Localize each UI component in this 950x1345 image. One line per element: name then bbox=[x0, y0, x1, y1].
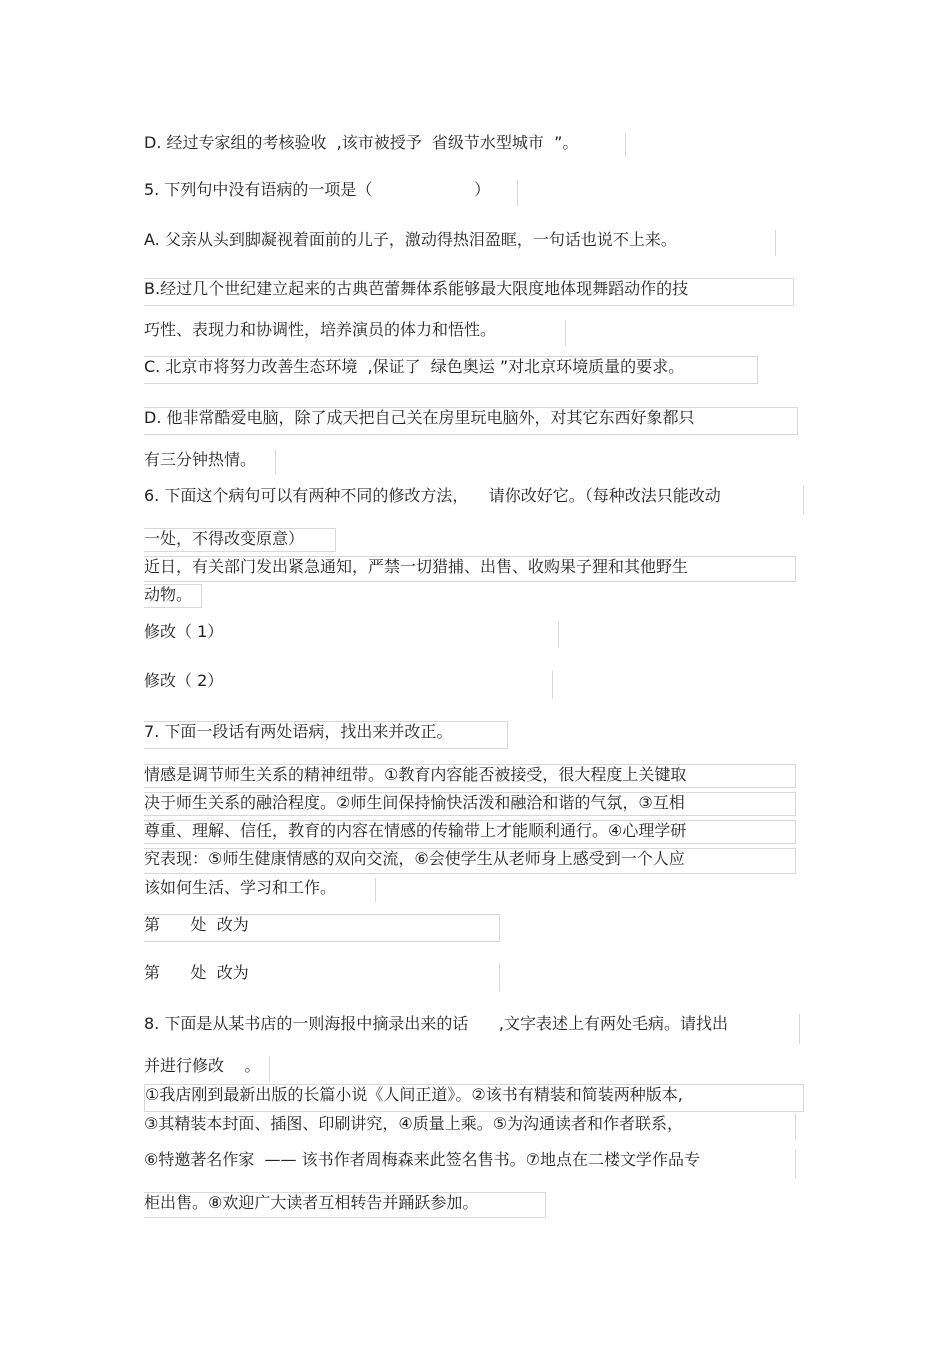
q7-passage-line2: 决于师生关系的融洽程度。②师生间保持愉快活泼和融洽和谐的气氛，③互相 bbox=[144, 792, 796, 816]
q7-passage-line3: 尊重、理解、信任，教育的内容在情感的传输带上才能顺利通行。④心理学研 bbox=[144, 820, 796, 844]
q5-option-a: A. 父亲从头到脚凝视着面前的儿子，激动得热泪盈眶，一句话也说不上来。 bbox=[144, 230, 776, 256]
q4-option-d: D. 经过专家组的考核验收 ,该市被授予 省级节水型城市 ”。 bbox=[144, 133, 626, 157]
q5-stem: 5. 下列句中没有语病的一项是（ ） bbox=[144, 180, 518, 206]
q7-passage-line1: 情感是调节师生关系的精神纽带。①教育内容能否被接受，很大程度上关键取 bbox=[144, 764, 796, 788]
q7-passage-line5: 该如何生活、学习和工作。 bbox=[144, 878, 376, 902]
q7-stem: 7. 下面一段话有两处语病，找出来并改正。 bbox=[144, 721, 508, 749]
q6-stem-line2: 一处，不得改变原意） bbox=[144, 528, 336, 552]
q8-poster-line3: ⑥特邀著名作家 —— 该书作者周梅森来此签名售书。⑦地点在二楼文学作品专 bbox=[144, 1150, 796, 1178]
q8-stem-line1: 8. 下面是从某书店的一则海报中摘录出来的话 ,文字表述上有两处毛病。请找出 bbox=[144, 1014, 800, 1044]
q8-poster-line1: ①我店刚到最新出版的长篇小说《人间正道》。②该书有精装和简装两种版本, bbox=[144, 1084, 804, 1112]
q5-option-c: C. 北京市将努力改善生态环境 ,保证了 绿色奥运 ”对北京环境质量的要求。 bbox=[144, 356, 758, 384]
q6-sentence-line1: 近日，有关部门发出紧急通知，严禁一切猎捕、出售、收购果子狸和其他野生 bbox=[144, 556, 796, 582]
q8-poster-line2: ③其精装本封面、插图、印刷讲究，④质量上乘。⑤为沟通读者和作者联系， bbox=[144, 1114, 796, 1140]
q5-option-b-line1: B.经过几个世纪建立起来的古典芭蕾舞体系能够最大限度地体现舞蹈动作的技 bbox=[144, 278, 794, 306]
q6-sentence-line2: 动物。 bbox=[144, 584, 202, 608]
q7-passage-line4: 究表现：⑤师生健康情感的双向交流，⑥会使学生从老师身上感受到一个人应 bbox=[144, 848, 796, 874]
q5-option-d-line2: 有三分钟热情。 bbox=[144, 450, 276, 474]
q5-option-d-line1: D. 他非常酷爱电脑，除了成天把自己关在房里玩电脑外，对其它东西好象都只 bbox=[144, 407, 798, 435]
q6-revision-2: 修改（ 2） bbox=[144, 671, 553, 699]
q8-stem-line2: 并进行修改 。 bbox=[144, 1056, 270, 1082]
q5-option-b-line2: 巧性、表现力和协调性，培养演员的体力和悟性。 bbox=[144, 320, 566, 346]
q8-poster-line4: 柜出售。⑧欢迎广大读者互相转告并踊跃参加。 bbox=[144, 1192, 546, 1218]
q6-revision-1: 修改（ 1） bbox=[144, 622, 559, 648]
q6-stem-line1: 6. 下面这个病句可以有两种不同的修改方法， 请你改好它。（每种改法只能改动 bbox=[144, 486, 804, 514]
q7-answer-2: 第 处 改为 bbox=[144, 963, 500, 991]
q7-answer-1: 第 处 改为 bbox=[144, 914, 500, 942]
